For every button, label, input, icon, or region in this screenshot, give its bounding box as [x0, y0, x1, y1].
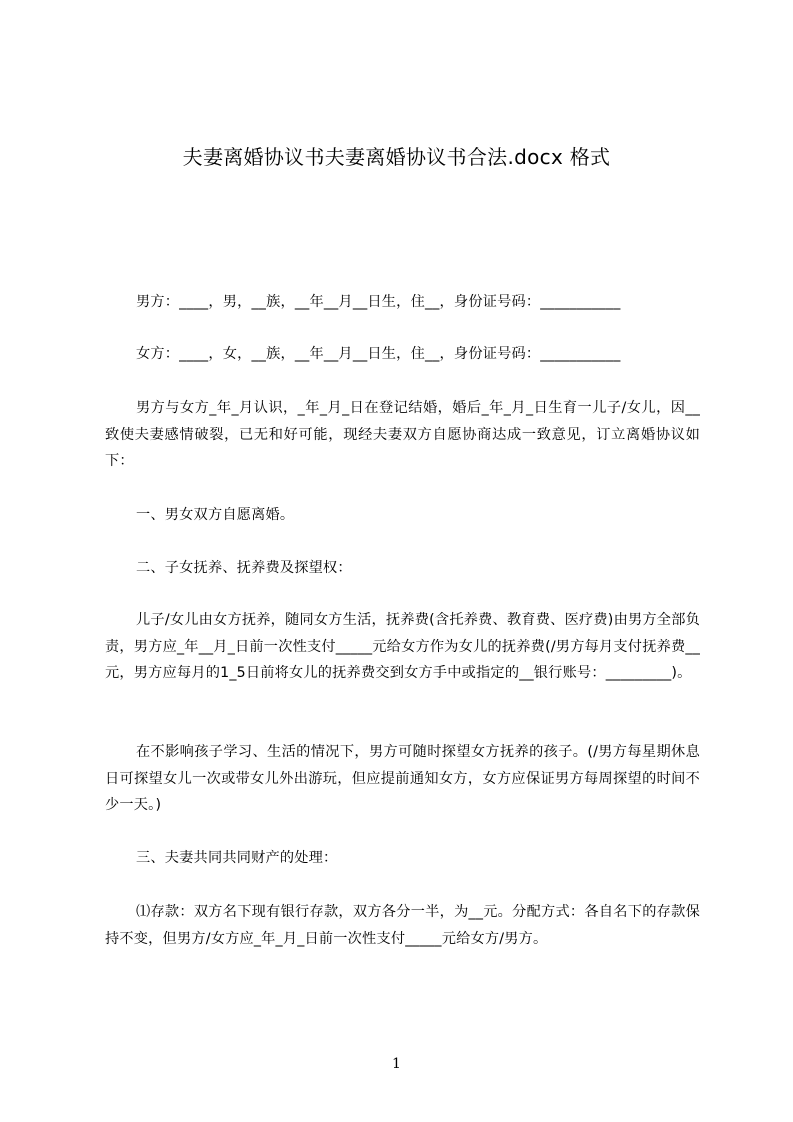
preamble-paragraph: 男方与女方_年_月认识，_年_月_日在登记结婚，婚后_年_月_日生育一儿子/女儿，因__致使夫妻感情破裂，已无和好可能，现经夫妻双方自愿协商达成一致意见，订立离婚协议如下： — [105, 400, 700, 469]
clause-1-heading: 一、男女双方自愿离婚。 — [136, 507, 295, 523]
clause-3-heading: 三、夫妻共同共同财产的处理： — [136, 850, 338, 866]
female-party-info: 女方：____，女，__族，__年__月__日生，住__，身份证号码：___________ — [136, 346, 621, 362]
clause-2-heading: 二、子女抚养、抚养费及探望权： — [136, 560, 352, 576]
document-title: 夫妻离婚协议书夫妻离婚协议书合法.docx 格式 — [182, 145, 611, 169]
savings-paragraph: ⑴存款：双方名下现有银行存款，双方各分一半，为__元。分配方式：各自名下的存款保持不变，但男方/女方应_年_月_日前一次性支付_____元给女方/男方。 — [105, 904, 700, 947]
page-number: 1 — [392, 1056, 401, 1072]
visitation-paragraph: 在不影响孩子学习、生活的情况下，男方可随时探望女方抚养的孩子。(/男方每星期休息日可探望女儿一次或带女儿外出游玩，但应提前通知女方，女方应保证男方每周探望的时间不少一天。) — [105, 744, 700, 813]
child-support-paragraph: 儿子/女儿由女方抚养，随同女方生活，抚养费(含托养费、教育费、医疗费)由男方全部负责，男方应_年__月_日前一次性支付_____元给女方作为女儿的抚养费(/男方每月支付抚养费__元，男方应每月的1_5日前将女儿的抚养费交到女方手中或指定的__银行账号：_________)。 — [105, 612, 700, 681]
male-party-info: 男方：____，男，__族，__年__月__日生，住__，身份证号码：___________ — [136, 294, 621, 310]
